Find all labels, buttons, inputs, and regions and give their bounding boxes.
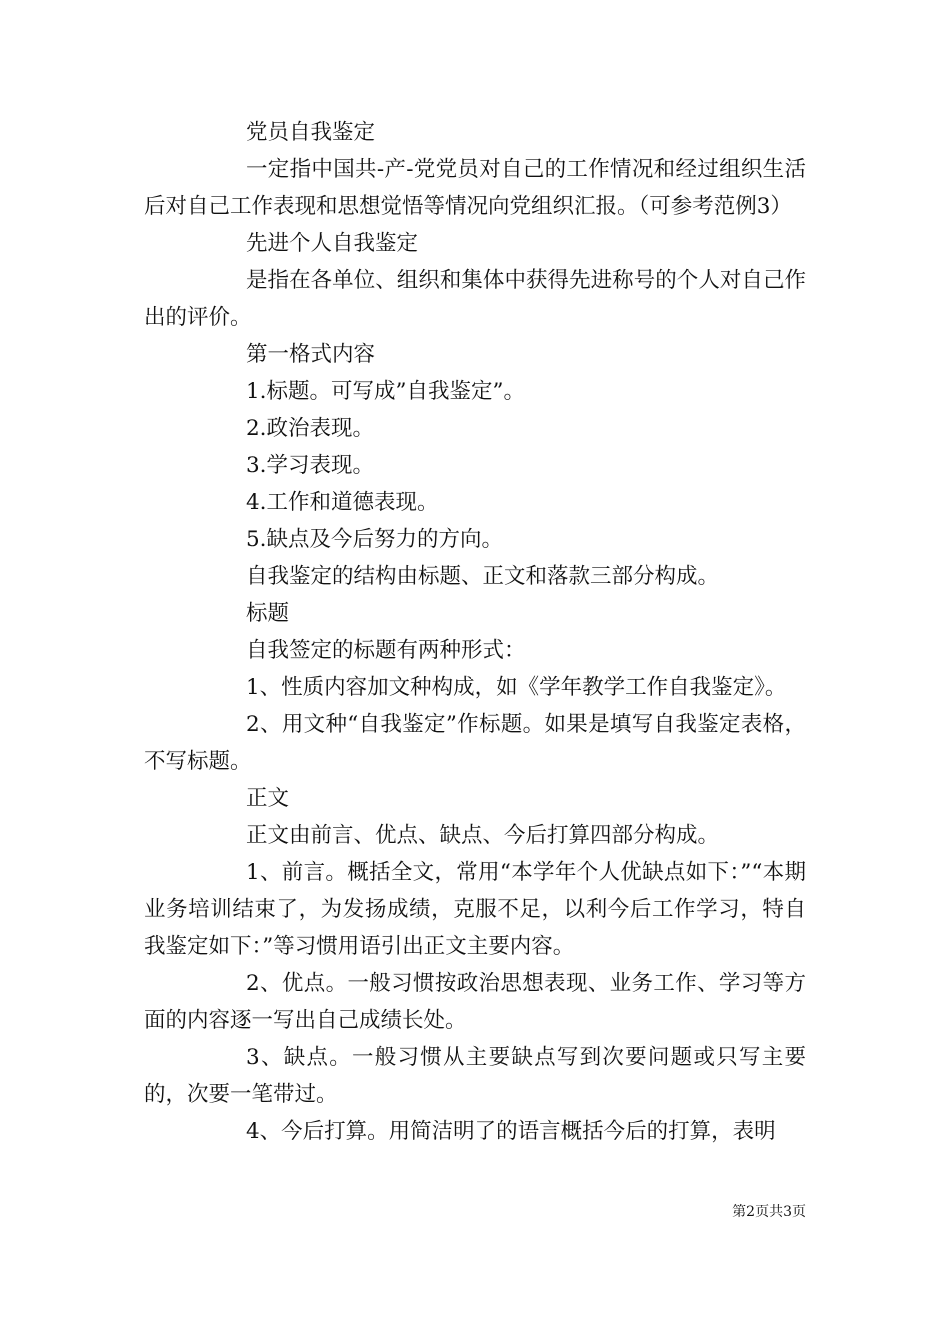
list-item: 2、优点。一般习惯按政治思想表现、业务工作、学习等方面的内容逐一写出自己成绩长处。 (144, 971, 806, 1033)
heading-body-text: 正文 (246, 786, 290, 811)
list-item: 3.学习表现。 (246, 453, 375, 478)
list-item: 2、用文种“自我鉴定”作标题。如果是填写自我鉴定表格，不写标题。 (144, 712, 806, 774)
paragraph: 自我鉴定的结构由标题、正文和落款三部分构成。 (246, 564, 720, 589)
heading-title: 标题 (246, 601, 290, 626)
paragraph: 自我签定的标题有两种形式： (246, 638, 526, 663)
list-item: 5.缺点及今后努力的方向。 (246, 527, 504, 552)
heading-advanced-individual-self-appraisal: 先进个人自我鉴定 (246, 231, 419, 256)
paragraph: 一定指中国共-产-党党员对自己的工作情况和经过组织生活后对自己工作表现和思想觉悟等情况向党组织汇报。（可参考范例3） (144, 157, 806, 219)
list-item: 4、今后打算。用简洁明了的语言概括今后的打算，表明 (246, 1119, 776, 1144)
heading-party-member-self-appraisal: 党员自我鉴定 (246, 120, 376, 145)
paragraph: 正文由前言、优点、缺点、今后打算四部分构成。 (246, 823, 720, 848)
paragraph: 是指在各单位、组织和集体中获得先进称号的个人对自己作出的评价。 (144, 268, 806, 330)
list-item: 1、性质内容加文种构成，如《学年教学工作自我鉴定》。 (246, 675, 787, 700)
list-item: 4.工作和道德表现。 (246, 490, 439, 515)
list-item: 1、前言。概括全文，常用“本学年个人优缺点如下：”“本期业务培训结束了，为发扬成绩，克服不足，以利今后工作学习，特自我鉴定如下：”等习惯用语引出正文主要内容。 (144, 860, 806, 959)
page-number: 第2页共3页 (732, 1204, 806, 1220)
list-item: 3、缺点。一般习惯从主要缺点写到次要问题或只写主要的，次要一笔带过。 (144, 1045, 806, 1107)
document-body (144, 114, 806, 1150)
list-item: 1.标题。可写成”自我鉴定”。 (246, 379, 525, 404)
heading-format-content: 第一格式内容 (246, 342, 376, 367)
list-item: 2.政治表现。 (246, 416, 375, 441)
